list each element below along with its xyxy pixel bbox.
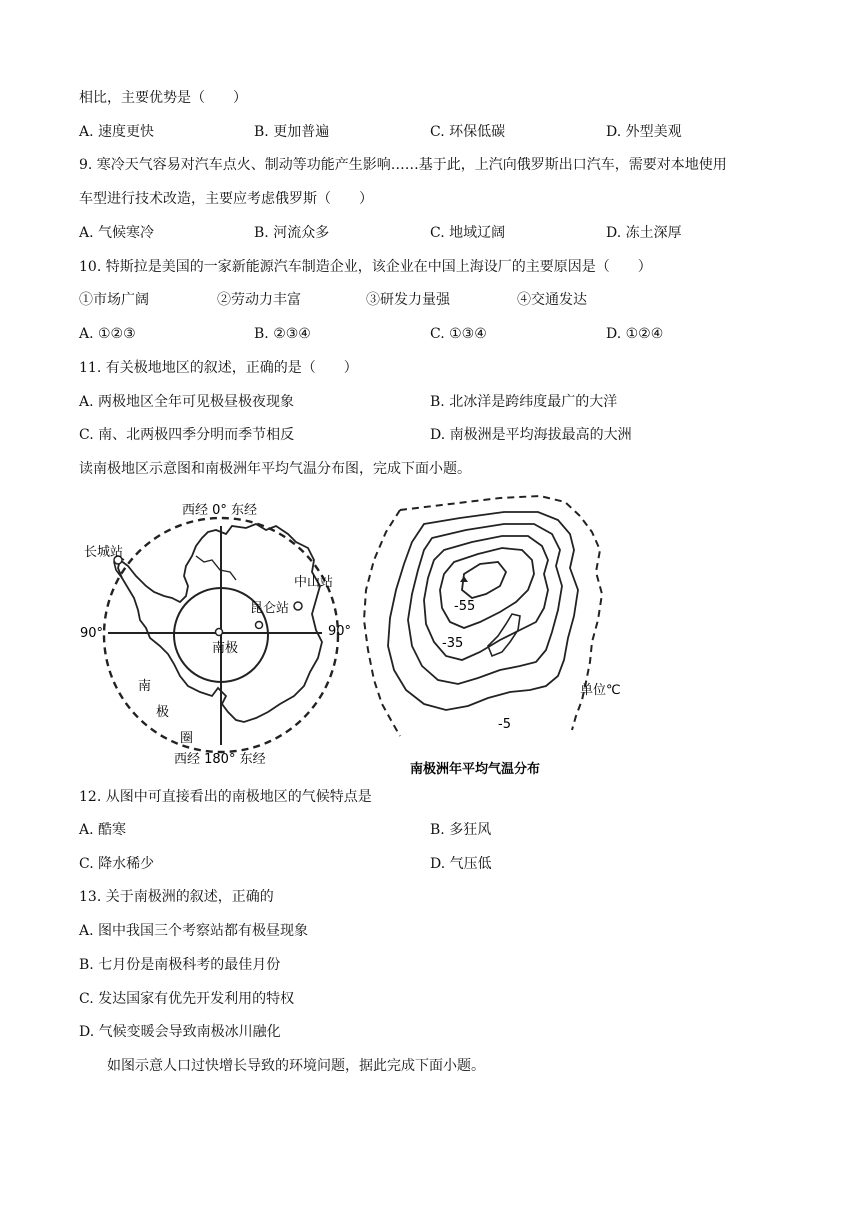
q12-stem: 12. 从图中可直接看出的南极地区的气候特点是: [79, 789, 372, 805]
q9-option-d: D. 冻土深厚: [606, 225, 682, 241]
q9-stem-line1: 9. 寒冷天气容易对汽车点火、制动等功能产生影响……基于此，上汽向俄罗斯出口汽车，需要对本地使用: [79, 157, 727, 173]
label-circle-char-1: 南: [138, 679, 152, 694]
q12-option-a: A. 酷寒: [79, 822, 127, 838]
q12-option-b: B. 多狂风: [430, 822, 492, 838]
antarctic-region-map: [76, 490, 366, 780]
label-bottom-meridian: 西经 180° 东经: [174, 752, 266, 767]
isotherm-minus-5: [388, 512, 578, 710]
south-pole-marker: [216, 629, 223, 636]
isotherm-ring-2: [408, 524, 562, 684]
label-right-90: 90°: [328, 624, 352, 639]
q10-factor-1: ①市场广阔: [79, 292, 149, 308]
kunlun-station-marker: [256, 622, 263, 629]
label-left-90: 90°: [80, 626, 104, 641]
label-zhongshan-station: 中山站: [294, 575, 334, 590]
q12-option-d: D. 气压低: [430, 856, 492, 872]
antarctic-temperature-map: [360, 490, 660, 780]
label-circle-char-3: 圈: [180, 731, 194, 746]
q8-option-c: C. 环保低碳: [430, 124, 506, 140]
q8-stem-tail: 相比，主要优势是（ ）: [79, 90, 247, 106]
q10-option-b: B. ②③④: [254, 326, 311, 342]
q13-option-b: B. 七月份是南极科考的最佳月份: [79, 957, 281, 973]
peak-marker: [460, 576, 468, 582]
zhongshan-station-marker: [294, 602, 302, 610]
q10-option-d: D. ①②④: [606, 326, 664, 342]
q11-option-a: A. 两极地区全年可见极昼极夜现象: [79, 394, 295, 410]
q11-option-b: B. 北冰洋是跨纬度最广的大洋: [430, 394, 618, 410]
q10-stem: 10. 特斯拉是美国的一家新能源汽车制造企业，该企业在中国上海设厂的主要原因是（ ）: [79, 259, 652, 275]
q8-option-d: D. 外型美观: [606, 124, 682, 140]
label-unit: 单位℃: [580, 683, 621, 698]
label-kunlun-station: 昆仑站: [250, 601, 290, 616]
label-top-meridian: 西经 0° 东经: [182, 503, 258, 518]
next-section-intro: 如图示意人口过快增长导致的环境问题，据此完成下面小题。: [107, 1058, 485, 1074]
q9-option-c: C. 地域辽阔: [430, 225, 506, 241]
q13-option-a: A. 图中我国三个考察站都有极昼现象: [79, 923, 309, 939]
temperature-map-caption: 南极洲年平均气温分布: [410, 762, 541, 777]
q11-option-c: C. 南、北两极四季分明而季节相反: [79, 427, 295, 443]
q10-factor-3: ③研发力量强: [366, 292, 450, 308]
q13-stem: 13. 关于南极洲的叙述，正确的: [79, 889, 274, 905]
q10-factor-4: ④交通发达: [517, 292, 587, 308]
q12-option-c: C. 降水稀少: [79, 856, 155, 872]
q13-option-d: D. 气候变暖会导致南极冰川融化: [79, 1024, 281, 1040]
q8-option-b: B. 更加普遍: [254, 124, 330, 140]
label-changcheng-station: 长城站: [84, 545, 124, 560]
q9-option-b: B. 河流众多: [254, 225, 330, 241]
isotherm-outer-left-dashed: [364, 510, 400, 736]
label-contour-minus-5: -5: [498, 717, 511, 732]
q8-option-a: A. 速度更快: [79, 124, 155, 140]
label-contour-minus-35: -35: [442, 636, 464, 651]
ice-shelf-lobe: [196, 556, 236, 580]
q10-option-a: A. ①②③: [79, 326, 136, 342]
q13-option-c: C. 发达国家有优先开发利用的特权: [79, 991, 295, 1007]
q11-stem: 11. 有关极地地区的叙述，正确的是（ ）: [79, 360, 358, 376]
q9-stem-line2: 车型进行技术改造，主要应考虑俄罗斯（ ）: [79, 191, 373, 207]
isotherm-minus-55: [462, 562, 506, 598]
label-circle-char-2: 极: [156, 705, 170, 720]
q11-option-d: D. 南极洲是平均海拔最高的大洲: [430, 427, 632, 443]
label-contour-minus-55: -55: [454, 599, 476, 614]
q10-option-c: C. ①③④: [430, 326, 487, 342]
q9-option-a: A. 气候寒冷: [79, 225, 155, 241]
q10-factor-2: ②劳动力丰富: [217, 292, 301, 308]
label-south-pole: 南极: [212, 641, 239, 656]
figure-intro: 读南极地区示意图和南极洲年平均气温分布图，完成下面小题。: [79, 461, 471, 477]
isotherm-small-lobe: [488, 614, 520, 656]
